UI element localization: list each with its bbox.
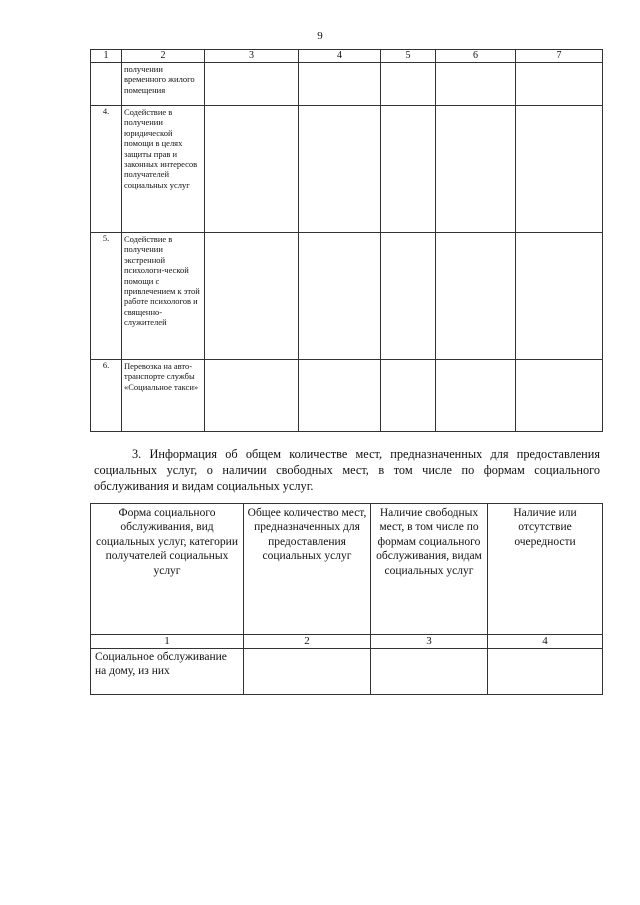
page-number: 9 xyxy=(317,30,323,42)
section-3-paragraph xyxy=(94,446,600,494)
table-row xyxy=(91,649,603,695)
service-form-cell: Социальное обслуживание на дому, из них xyxy=(91,649,244,695)
column-number-3: 3 xyxy=(205,50,299,63)
column-number-4: 4 xyxy=(488,635,603,649)
row-number xyxy=(91,63,122,106)
column-number-1: 1 xyxy=(91,50,122,63)
service-name: Перевозка на авто-транспорте службы «Социальное такси» xyxy=(122,360,205,432)
service-name: Содействие в получении юридической помощи в целях защиты прав и законных интересов получателей социальных услуг xyxy=(122,106,205,233)
row-number: 6. xyxy=(91,360,122,432)
services-table-continued xyxy=(90,49,603,432)
section-number: 3. xyxy=(132,447,142,461)
table-header-row xyxy=(91,504,603,635)
column-number-2: 2 xyxy=(244,635,371,649)
header-service-form: Форма социального обслуживания, вид социальных услуг, категории получателей социальных услуг xyxy=(91,504,244,635)
header-free-places: Наличие свободных мест, в том числе по формам социального обслуживания, видам социальных услуг xyxy=(371,504,488,635)
table-row xyxy=(91,360,603,432)
column-number-7: 7 xyxy=(516,50,603,63)
places-table xyxy=(90,503,603,695)
header-total-places: Общее количество мест, предназначенных для предоставления социальных услуг xyxy=(244,504,371,635)
column-numbers-row xyxy=(91,635,603,649)
row-number: 4. xyxy=(91,106,122,233)
section-text: Информация об общем количестве мест, предназначенных для предоставления социальных услуг, о наличии свободных мест, в том числе по формам социального обслуживания и видам социальных услуг. xyxy=(94,447,600,493)
column-number-6: 6 xyxy=(436,50,516,63)
table-row xyxy=(91,233,603,360)
table-row xyxy=(91,106,603,233)
column-number-1: 1 xyxy=(91,635,244,649)
column-number-3: 3 xyxy=(371,635,488,649)
table-row xyxy=(91,63,603,106)
row-number: 5. xyxy=(91,233,122,360)
column-number-5: 5 xyxy=(381,50,436,63)
service-name: получении временного жилого помещения xyxy=(122,63,205,106)
column-number-2: 2 xyxy=(122,50,205,63)
column-number-4: 4 xyxy=(299,50,381,63)
service-name: Содействие в получении экстренной психологи-ческой помощи с привлечением к этой работе психологов и священно-служителей xyxy=(122,233,205,360)
table-header-row xyxy=(91,50,603,63)
header-queue: Наличие или отсутствие очередности xyxy=(488,504,603,635)
